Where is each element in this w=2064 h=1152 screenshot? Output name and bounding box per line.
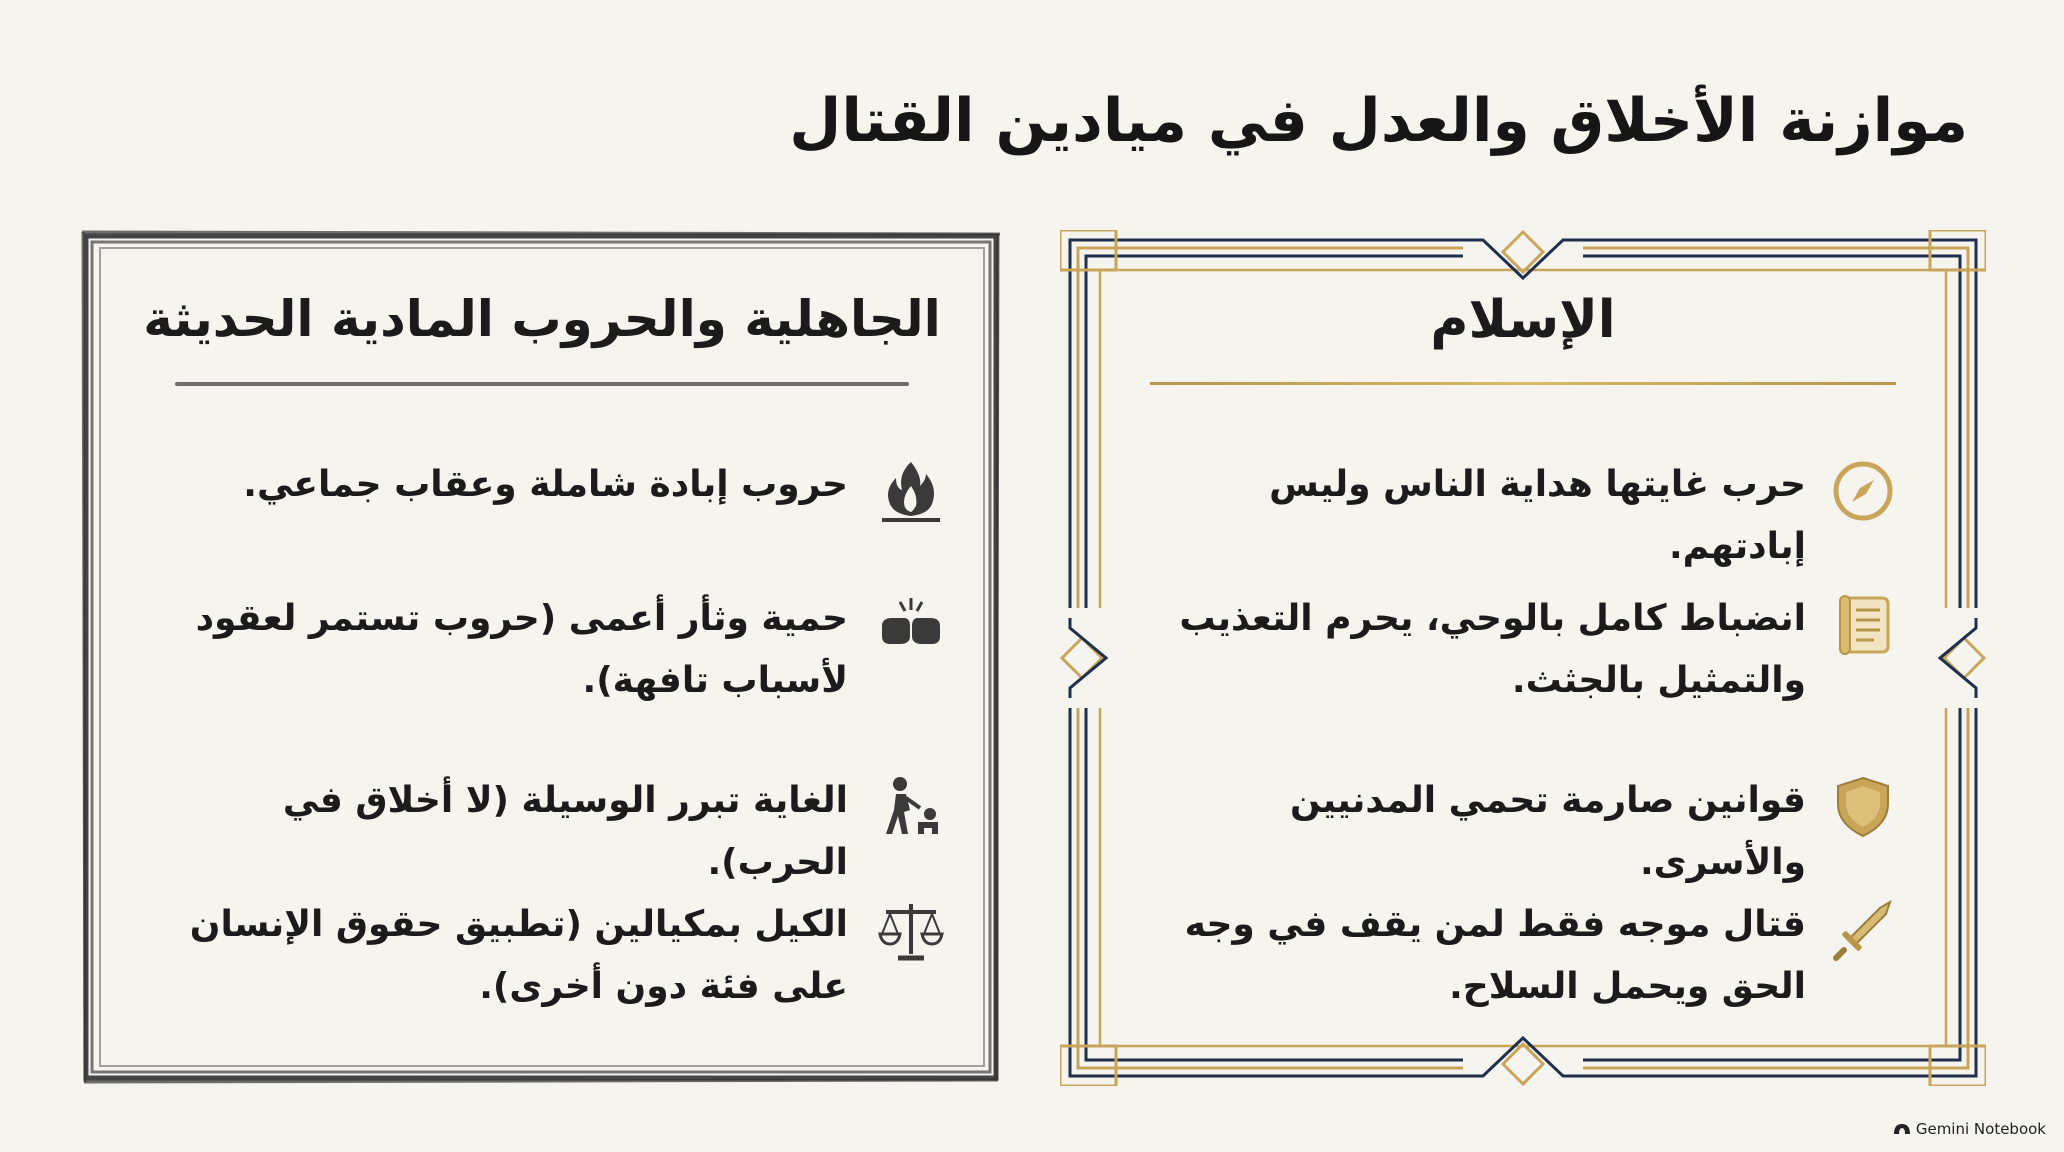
gemini-logo-icon xyxy=(1894,1124,1910,1134)
islam-panel xyxy=(1060,230,1986,1086)
list-item xyxy=(1176,454,1896,578)
shield-icon xyxy=(1830,774,1896,840)
item-text: قتال موجه فقط لمن يقف في وجه الحق ويحمل السلاح. xyxy=(1184,904,1806,1007)
item-text: الغاية تبرر الوسيلة (لا أخلاق في الحرب). xyxy=(282,780,848,883)
item-text: الكيل بمكيالين (تطبيق حقوق الإنسان على فئة دون أخرى). xyxy=(189,904,848,1007)
aggressor-victim-icon xyxy=(878,774,944,840)
list-item xyxy=(184,454,944,516)
islam-heading: الإسلام xyxy=(1430,290,1616,350)
scroll-icon xyxy=(1830,592,1896,658)
list-item xyxy=(184,894,944,1018)
compass-icon xyxy=(1830,458,1896,524)
jahiliyya-panel xyxy=(80,230,1004,1086)
list-item xyxy=(184,770,944,894)
list-item xyxy=(184,588,944,712)
item-text: انضباط كامل بالوحي، يحرم التعذيب والتمثيل بالجثث. xyxy=(1179,598,1806,701)
heading-divider xyxy=(1150,382,1896,385)
list-item xyxy=(1176,770,1896,894)
heading-divider xyxy=(175,382,909,386)
item-text: قوانين صارمة تحمي المدنيين والأسرى. xyxy=(1290,780,1806,883)
brand-watermark xyxy=(1894,1120,2046,1138)
clashing-fists-icon xyxy=(878,592,944,658)
item-text: حروب إبادة شاملة وعقاب جماعي. xyxy=(243,464,848,505)
list-item xyxy=(1176,588,1896,712)
scales-icon xyxy=(878,898,944,964)
item-text: حرب غايتها هداية الناس وليس إبادتهم. xyxy=(1269,464,1806,567)
page-title: موازنة الأخلاق والعدل في ميادين القتال xyxy=(789,86,1968,156)
sword-icon xyxy=(1830,898,1896,964)
jahiliyya-heading: الجاهلية والحروب المادية الحديثة xyxy=(143,290,941,348)
fire-icon xyxy=(878,458,944,524)
brand-label: Gemini Notebook xyxy=(1915,1120,2046,1138)
item-text: حمية وثأر أعمى (حروب تستمر لعقود لأسباب تافهة). xyxy=(195,598,848,701)
list-item xyxy=(1176,894,1896,1018)
